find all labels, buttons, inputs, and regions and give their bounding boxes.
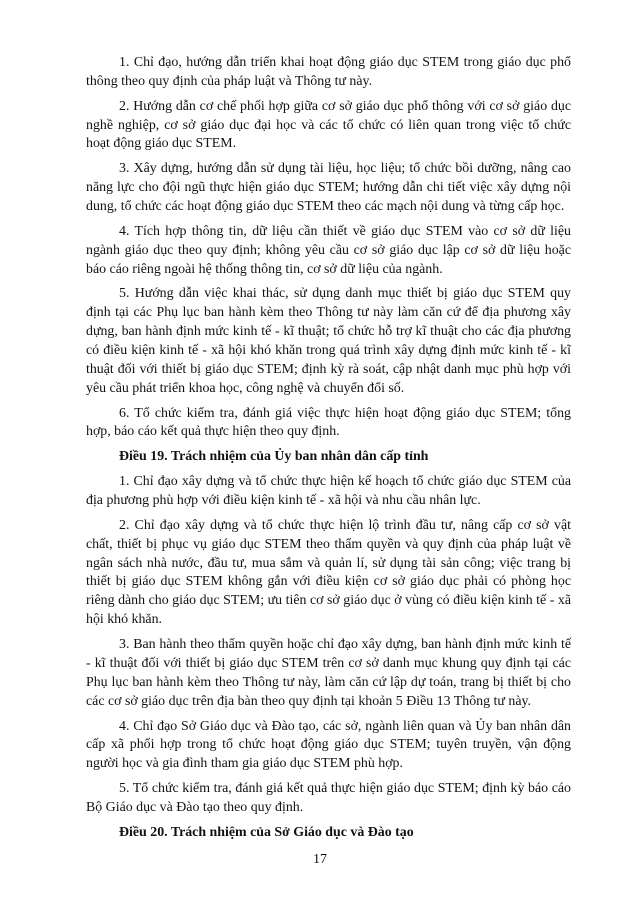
article-19-heading: Điều 19. Trách nhiệm của Ủy ban nhân dân cấp tỉnh <box>119 449 429 465</box>
art18-item-5: 5. Hướng dẫn việc khai thác, sử dụng danh mục thiết bị giáo dục STEM quy định tại các Phụ lục ban hành kèm theo Thông tư này làm căn cứ để địa phương xây dựng, ban hành định mức kinh tế - kĩ thuật; tổ chức hỗ trợ kĩ thuật cho các địa phương có điều kiện kinh tế - xã hội khó khăn trong quá trình xây dựng định mức kinh tế - kĩ thuật đối với thiết bị giáo dục STEM; định kỳ rà soát, cập nhật danh mục phù hợp với yêu cầu phát triển khoa học, công nghệ và chuyển đổi số. <box>86 286 571 396</box>
art19-item-2: 2. Chỉ đạo xây dựng và tổ chức thực hiện lộ trình đầu tư, nâng cấp cơ sở vật chất, thiết bị phục vụ giáo dục STEM theo thẩm quyền và quy định của pháp luật về ngân sách nhà nước, đầu tư, mua sắm và quản lí, sử dụng tài sản công; việc trang bị thiết bị giáo dục STEM không gắn với điều kiện cơ sở giáo dục phải có phòng học riêng dành cho giáo dục STEM; ưu tiên cơ sở giáo dục ở vùng có điều kiện kinh tế - xã hội khó khăn. <box>86 517 571 628</box>
art19-item-3: 3. Ban hành theo thẩm quyền hoặc chỉ đạo xây dựng, ban hành định mức kinh tế - kĩ thuật đối với thiết bị giáo dục STEM trên cơ sở danh mục khung quy định tại các Phụ lục ban hành kèm theo Thông tư này, làm căn cứ lập dự toán, trang bị thiết bị cho các cơ sở giáo dục trên địa bàn theo quy định tại khoản 5 Điều 13 Thông tư này. <box>86 637 571 709</box>
art18-item-6: 6. Tổ chức kiểm tra, đánh giá việc thực hiện hoạt động giáo dục STEM; tổng hợp, báo cáo kết quả thực hiện theo quy định. <box>86 405 571 440</box>
art18-item-2: 2. Hướng dẫn cơ chế phối hợp giữa cơ sở giáo dục phổ thông với cơ sở giáo dục nghề nghiệp, cơ sở giáo dục đại học và các tổ chức có liên quan trong việc tổ chức hoạt động giáo dục STEM. <box>86 98 571 152</box>
article-20-heading: Điều 20. Trách nhiệm của Sở Giáo dục và Đào tạo <box>119 824 414 840</box>
art18-item-4: 4. Tích hợp thông tin, dữ liệu cần thiết về giáo dục STEM vào cơ sở dữ liệu ngành giáo dục theo quy định; không yêu cầu cơ sở giáo dục lập cơ sở dữ liệu hoặc báo cáo riêng ngoài hệ thống thông tin, cơ sở dữ liệu của ngành. <box>86 223 571 277</box>
art19-item-4: 4. Chỉ đạo Sở Giáo dục và Đào tạo, các sở, ngành liên quan và Ủy ban nhân dân cấp xã phối hợp trong tổ chức hoạt động giáo dục STEM; tuyên truyền, vận động người học và gia đình tham gia giáo dục STEM phù hợp. <box>86 718 571 772</box>
art19-item-1: 1. Chỉ đạo xây dựng và tổ chức thực hiện kế hoạch tổ chức giáo dục STEM của địa phương phù hợp với điều kiện kinh tế - xã hội và nhu cầu nhân lực. <box>86 474 571 509</box>
art18-item-1: 1. Chỉ đạo, hướng dẫn triển khai hoạt động giáo dục STEM trong giáo dục phổ thông theo quy định của pháp luật và Thông tư này. <box>86 55 571 89</box>
art18-item-3: 3. Xây dựng, hướng dẫn sử dụng tài liệu, học liệu; tổ chức bồi dưỡng, nâng cao năng lực cho đội ngũ thực hiện giáo dục STEM; hướng dẫn chi tiết việc xây dựng nội dung, tổ chức các hoạt động giáo dục STEM theo các mạch nội dung và từng cấp học. <box>86 161 571 215</box>
art19-item-5: 5. Tổ chức kiểm tra, đánh giá kết quả thực hiện giáo dục STEM; định kỳ báo cáo Bộ Giáo dục và Đào tạo theo quy định. <box>86 781 571 815</box>
page-number: 17 <box>313 852 327 867</box>
body-text <box>86 54 571 843</box>
